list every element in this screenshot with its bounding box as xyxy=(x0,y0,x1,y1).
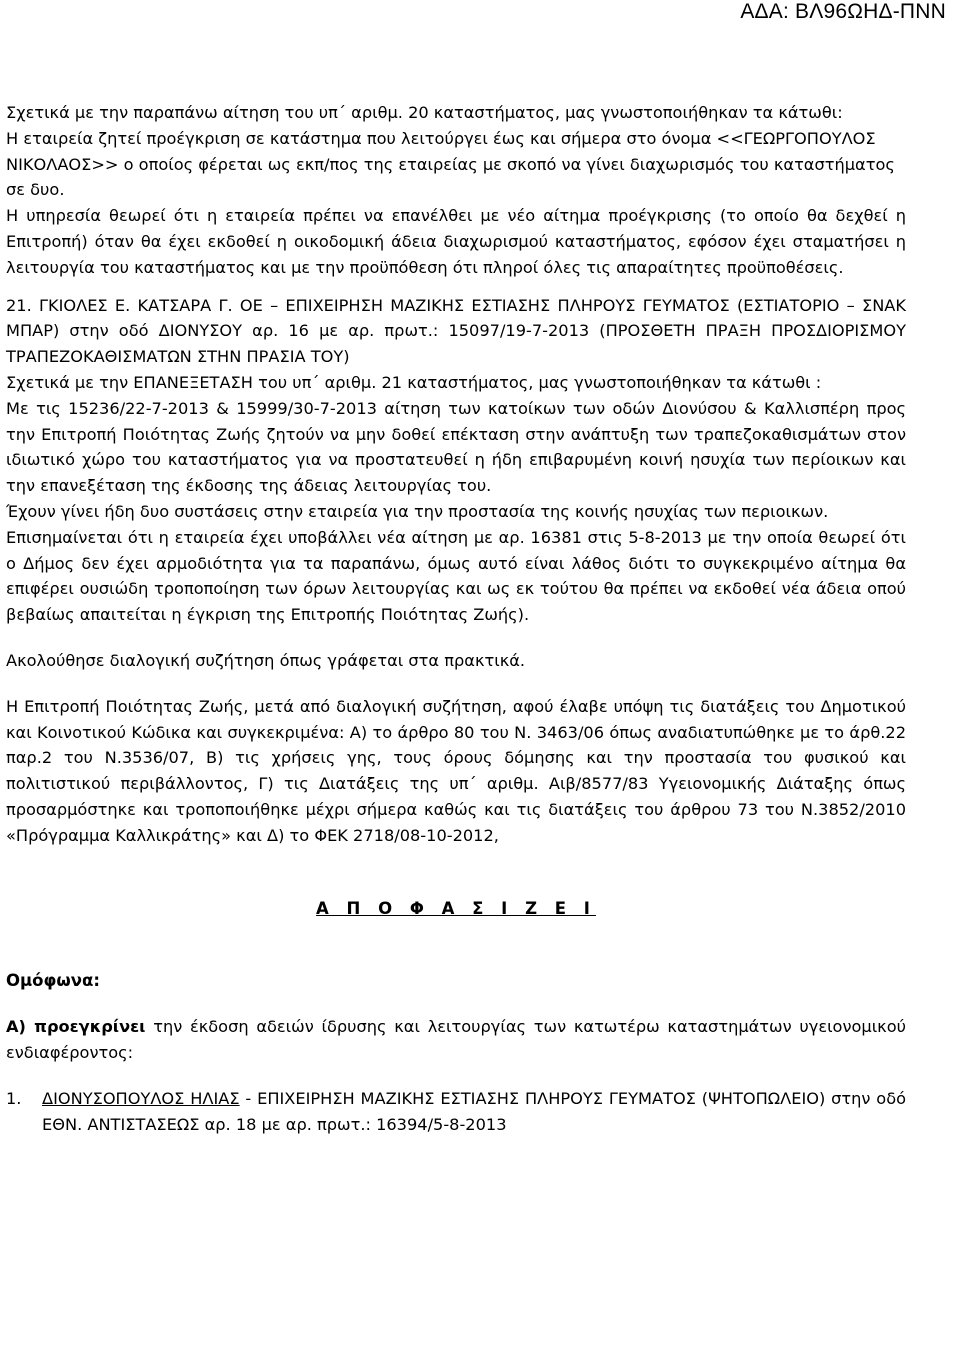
list-item-name: ΔΙΟΝΥΣΟΠΟΥΛΟΣ ΗΛΙΑΣ xyxy=(42,1088,240,1108)
approval-text: την έκδοση αδειών ίδρυσης και λειτουργίας των κατωτέρω καταστημάτων υγειονομικού ενδιαφέροντος: xyxy=(6,1017,906,1062)
section21-residents-request: Με τις 15236/22-7-2013 & 15999/30-7-2013 αίτηση των κατοίκων των οδών Διονύσου & Καλλισπέρη προς την Επιτροπή Ποιότητας Ζωής ζητούν να μην δοθεί επέκταση στην ανάπτυξη των τραπεζοκαθισμάτων στον ιδιωτικό χώρο του καταστήματος για να προστατευθεί η ήδη επιβαρυμένη κοινή ησυχία των περίοικων και την επανεξέταση της έκδοσης της άδειας λειτουργίας του. xyxy=(6,398,906,496)
decision-heading: Α Π Ο Φ Α Σ Ι Ζ Ε Ι xyxy=(316,898,596,918)
section21-new-application: Επισημαίνεται ότι η εταιρεία έχει υποβάλλει νέα αίτηση με αρ. 16381 στις 5-8-2013 με την οποία θεωρεί ότι ο Δήμος δεν έχει αρμοδιότητα για τα παραπάνω, όμως αυτό είναι λάθος διότι το συγκεκριμένο αίτημα θα επιφέρει ουσιώδη τροποποίηση των όρων λειτουργίας και ως εκ τούτου θα πρέπει να εκδοθεί νέα άδεια οπού βεβαίως απαιτείται η έγκριση της Επιτροπής Ποιότητας Ζωής). xyxy=(6,527,906,625)
section21-intro: Σχετικά με την ΕΠΑΝΕΞΕΤΑΣΗ του υπ΄ αριθμ. 21 καταστήματος, μας γνωστοποιήθηκαν τα κάτωθι : xyxy=(6,372,822,392)
section20-request: Η εταιρεία ζητεί προέγκριση σε κατάστημα που λειτούργει έως και σήμερα στο όνομα <<ΓΕΩΡΓΟΠΟΥΛΟΣ ΝΙΚΟΛΑΟΣ>> ο οποίος φέρεται ως εκπ/πος της εταιρείας με σκοπό να γίνει διαχωρισμός του καταστήματος σε δυο. xyxy=(6,128,895,200)
approval-label: Α) προεγκρίνει xyxy=(6,1017,146,1037)
committee-considerations: Η Επιτροπή Ποιότητας Ζωής, μετά από διαλογική συζήτηση, αφού έλαβε υπόψη τις διατάξεις του Δημοτικού και Κοινοτικού Κώδικα και συγκεκριμένα: Α) το άρθρο 80 του Ν. 3463/06 όπως αναδιατυπώθηκε με το άρθ.22 παρ.2 του Ν.3536/07, Β) τις χρήσεις γης, τους όρους δόμησης και την προστασία του φυσικού και πολιτιστικού περιβάλλοντος, Γ) τις Διατάξεις της υπ΄ αριθμ. Αιβ/8577/83 Υγειονομικής Διάταξης όπως προσαρμόστηκε και τροποποιήθηκε μέχρι σήμερα καθώς και τις διατάξεις του άρθρου 73 του Ν.3852/2010 «Πρόγραμμα Καλλικράτης» και Δ) το ΦΕΚ 2718/08-10-2012, xyxy=(6,696,906,845)
list-item-text xyxy=(42,1086,906,1138)
document-body xyxy=(6,100,906,1137)
ada-code-header: ΑΔΑ: ΒΛ96ΩΗΔ-ΠΝΝ xyxy=(740,0,946,23)
list-item-description: - ΕΠΙΧΕΙΡΗΣΗ ΜΑΖΙΚΗΣ ΕΣΤΙΑΣΗΣ ΠΛΗΡΟΥΣ ΓΕΥΜΑΤΟΣ (ΨΗΤΟΠΩΛΕΙΟ) στην οδό ΕΘΝ. ΑΝΤΙΣΤΑΣΕΩΣ αρ. 18 με αρ. πρωτ.: 16394/5-8-2013 xyxy=(42,1088,906,1134)
section21-recommendations: Έχουν γίνει ήδη δυο συστάσεις στην εταιρεία για την προστασία της κοινής ησυχίας των περιοικων. xyxy=(6,501,829,521)
discussion-note: Ακολούθησε διαλογική συζήτηση όπως γράφεται στα πρακτικά. xyxy=(6,650,526,670)
section21-title: 21. ΓΚΙΟΛΕΣ Ε. ΚΑΤΣΑΡΑ Γ. ΟΕ – ΕΠΙΧΕΙΡΗΣΗ ΜΑΖΙΚΗΣ ΕΣΤΙΑΣΗΣ ΠΛΗΡΟΥΣ ΓΕΥΜΑΤΟΣ (ΕΣΤΙΑΤΟΡΙΟ – ΣΝΑΚ ΜΠΑΡ) στην οδό ΔΙΟΝΥΣΟΥ αρ. 16 με αρ. πρωτ.: 15097/19-7-2013 (ΠΡΟΣΘΕΤΗ ΠΡΑΞΗ ΠΡΟΣΔΙΟΡΙΣΜΟΥ ΤΡΑΠΕΖΟΚΑΘΙΣΜΑΤΩΝ ΣΤΗΝ ΠΡΑΣΙΑ ΤΟΥ) xyxy=(6,295,906,367)
section20-intro: Σχετικά με την παραπάνω αίτηση του υπ΄ αριθμ. 20 καταστήματος, μας γνωστοποιήθηκαν τα κάτωθι: xyxy=(6,103,843,122)
list-item xyxy=(6,1086,906,1138)
list-item-number: 1. xyxy=(6,1088,22,1108)
section20-service-opinion: Η υπηρεσία θεωρεί ότι η εταιρεία πρέπει να επανέλθει με νέο αίτημα προέγκρισης (το οποίο θα δεχθεί η Επιτροπή) όταν θα έχει εκδοθεί η οικοδομική άδεια διαχωρισμού καταστήματος, εφόσον έχει σταματήσει η λειτουργία του καταστήματος και με την προϋπόθεση ότι πληροί όλες τις απαραίτητες προϋποθέσεις. xyxy=(6,206,906,277)
unanimous-label: Ομόφωνα: xyxy=(6,971,100,991)
approval-paragraph xyxy=(6,1014,906,1066)
